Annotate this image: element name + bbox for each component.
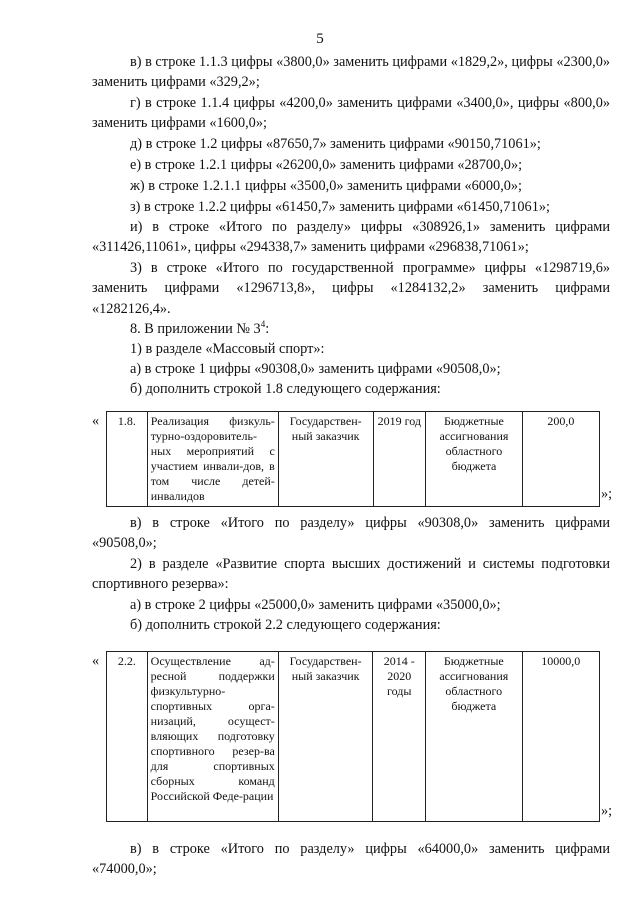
table1-cell-period: 2019 год	[373, 412, 426, 507]
page-number: 5	[316, 31, 324, 47]
table1-row	[107, 412, 600, 507]
section1-item-b: б) дополнить строкой 1.8 следующего содержания:	[130, 381, 441, 397]
section1-item-a: а) в строке 1 цифры «90308,0» заменить цифрами «90508,0»;	[130, 361, 501, 377]
section2-item-v: в) в строке «Итого по разделу» цифры «64000,0» заменить цифрами «74000,0»;	[92, 841, 610, 878]
table2-cell-period: 2014 - 2020 годы	[373, 652, 426, 822]
paragraph-item-d: д) в строке 1.2 цифры «87650,7» заменить цифрами «90150,71061»;	[130, 136, 541, 152]
table1-quote-open: «	[92, 413, 100, 429]
appendix-heading-colon: :	[265, 321, 270, 337]
appendix-heading	[92, 319, 610, 339]
table1-cell-source: Бюджетные ассигнования областного бюджета	[426, 412, 523, 507]
table1-cell-num: 1.8.	[107, 412, 148, 507]
table2	[106, 651, 600, 822]
paragraph-item-zh: ж) в строке 1.2.1.1 цифры «3500,0» заменить цифрами «6000,0»;	[130, 178, 523, 194]
table1-quote-close: »;	[601, 486, 613, 502]
paragraph-item-z: з) в строке 1.2.2 цифры «61450,7» заменить цифрами «61450,71061»;	[130, 199, 550, 215]
table2-cell-amount: 10000,0	[522, 652, 599, 822]
table2-cell-num: 2.2.	[107, 652, 148, 822]
section2-item-a: а) в строке 2 цифры «25000,0» заменить цифрами «35000,0»;	[130, 597, 501, 613]
paragraph-item-i: и) в строке «Итого по разделу» цифры «308926,1» заменить цифрами «311426,11061», цифры «294338,7» заменить цифрами «296838,71061»;	[92, 219, 610, 256]
section2-title: 2) в разделе «Развитие спорта высших достижений и системы подготовки спортивного резерва»:	[92, 556, 610, 593]
appendix-heading-superscript: 4	[260, 319, 266, 330]
paragraph-item-g: г) в строке 1.1.4 цифры «4200,0» заменить цифрами «3400,0», цифры «800,0» заменить цифрами «1600,0»;	[92, 95, 610, 132]
paragraph-item-v: в) в строке 1.1.3 цифры «3800,0» заменить цифрами «1829,2», цифры «2300,0» заменить цифрами «329,2»;	[92, 54, 610, 91]
appendix-heading-text: 8. В приложении № 3	[130, 321, 261, 337]
table1	[106, 411, 600, 507]
section1-item-v: в) в строке «Итого по разделу» цифры «90308,0» заменить цифрами «90508,0»;	[92, 515, 610, 552]
table2-cell-source: Бюджетные ассигнования областного бюджета	[426, 652, 523, 822]
table1-cell-customer: Государствен-ный заказчик	[278, 412, 373, 507]
table2-row	[107, 652, 600, 822]
table1-cell-amount: 200,0	[522, 412, 599, 507]
table2-quote-open: «	[92, 653, 100, 669]
paragraph-item-3: 3) в строке «Итого по государственной программе» цифры «1298719,6» заменить цифрами «1296713,8», цифры «1284132,2» заменить цифрами «1282126,4».	[92, 260, 610, 317]
section2-item-b: б) дополнить строкой 2.2 следующего содержания:	[130, 617, 441, 633]
table2-quote-close: »;	[601, 803, 613, 819]
paragraph-item-e: е) в строке 1.2.1 цифры «26200,0» заменить цифрами «28700,0»;	[130, 157, 523, 173]
table2-cell-customer: Государствен-ный заказчик	[278, 652, 373, 822]
table1-cell-name: Реализация физкуль-турно-оздоровитель-ных мероприятий с участием инвали-дов, в том числе детей-инвалидов	[147, 412, 278, 507]
table2-cell-name: Осуществление ад-ресной поддержки физкультурно-спортивных орга-низаций, осущест-вляющих подготовку спортивного резер-ва для спортивных сборных команд Российской Феде-рации	[147, 652, 278, 822]
section1-title: 1) в разделе «Массовый спорт»:	[130, 341, 325, 357]
